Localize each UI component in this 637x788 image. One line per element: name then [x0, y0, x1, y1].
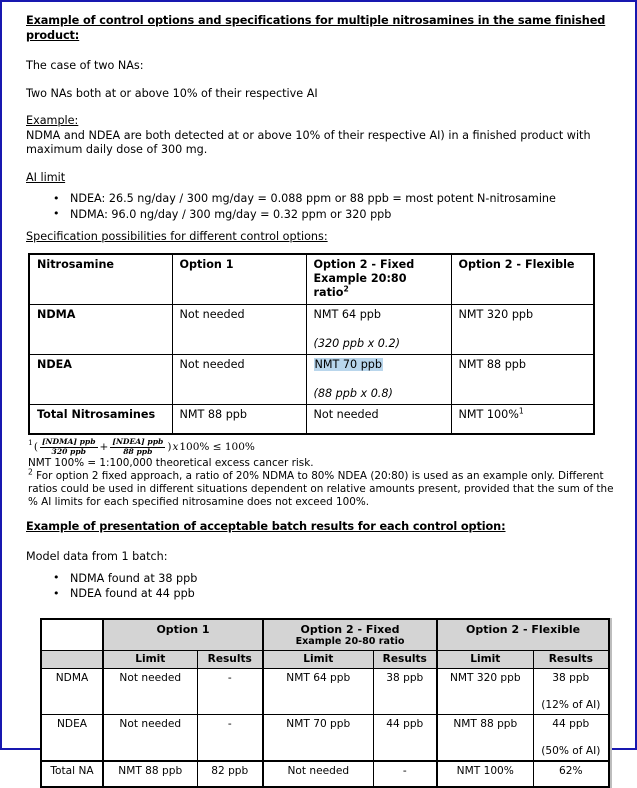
- specification-possibilities-label: Specification possibilities for different control options:: [26, 230, 328, 243]
- highlighted-cell-value: NMT 70 ppb: [314, 357, 383, 371]
- fraction-numerator: [NDMA] ppb: [41, 436, 96, 446]
- table-row: [41, 715, 609, 762]
- formula-tail: 100% ≤ 100%: [179, 441, 255, 453]
- sub-header-blank: [41, 651, 103, 669]
- cell-ndma-opt1-results: -: [197, 669, 263, 715]
- cell-total-flex-results: 62%: [533, 761, 609, 787]
- example-label: Example:: [26, 114, 79, 127]
- cell-ndma-flex-results: [533, 669, 609, 715]
- footnote-2-text: For option 2 fixed approach, a ratio of 20% NDMA to 80% NDEA (20:80) is used as an example only. Different ratios could be used in different situations dependent on relative amounts present, provided that the sum of the % AI limits for each specified nitrosamine does not exceed 100%.: [28, 470, 614, 509]
- example-body-text: NDMA and NDEA are both detected at or above 10% of their respective AI) in a finished product with maximum daily dose of 300 mg.: [26, 128, 591, 156]
- cell-total-opt1-results: 82 ppb: [197, 761, 263, 787]
- cell-total-option2-flexible: [451, 404, 594, 434]
- cell-percent-of-ai: (50% of AI): [541, 745, 601, 758]
- formula-open-paren: (: [33, 441, 38, 453]
- table-row: [41, 761, 609, 787]
- sub-header-option1-limit: Limit: [103, 651, 197, 669]
- cell-ndea-opt1-limit: Not needed: [103, 715, 197, 762]
- cell-ndma-flex-limit: NMT 320 ppb: [437, 669, 533, 715]
- formula-close-paren: ): [167, 441, 172, 453]
- cell-total-fixed-results: -: [373, 761, 437, 787]
- batch-results-table: [40, 618, 610, 788]
- cell-total-flex-limit: NMT 100%: [437, 761, 533, 787]
- sub-header-flexible-limit: Limit: [437, 651, 533, 669]
- table-row: [41, 669, 609, 715]
- footnote-1-formula: [28, 437, 618, 457]
- cell-ndma-opt1-limit: Not needed: [103, 669, 197, 715]
- cell-total-opt1-limit: NMT 88 ppb: [103, 761, 197, 787]
- footnote-marker-2: 2: [28, 467, 33, 477]
- row-label-ndma: NDMA: [41, 669, 103, 715]
- cell-ndea-fixed-results: 44 ppb: [373, 715, 437, 762]
- cell-value: NMT 100%: [458, 407, 519, 421]
- col-header-nitrosamine: Nitrosamine: [29, 254, 172, 305]
- footnote-1-text: NMT 100% = 1:100,000 theoretical excess cancer risk.: [28, 457, 314, 469]
- row-label-ndea: NDEA: [41, 715, 103, 762]
- fraction-ndma: [40, 438, 98, 457]
- footnotes-block: [28, 435, 618, 510]
- fraction-denominator: 88 ppb: [123, 447, 153, 456]
- section-heading-batch-results: Example of presentation of acceptable batch results for each control option:: [26, 519, 506, 533]
- section-heading-control-options: Example of control options and specifications for multiple nitrosamines in the same finished product:: [26, 14, 606, 42]
- group-header-option-2-fixed: [263, 619, 437, 651]
- formula-multiply-operator: x: [172, 441, 179, 453]
- col-header-option-2-flexible: Option 2 - Flexible: [451, 254, 594, 305]
- list-item: • NDEA found at 44 ppb: [70, 586, 613, 602]
- formula-plus-operator: +: [99, 441, 109, 453]
- cell-percent-of-ai: (12% of AI): [541, 699, 601, 712]
- fraction-denominator: 320 ppb: [51, 447, 86, 456]
- cell-ndma-fixed-limit: NMT 64 ppb: [263, 669, 373, 715]
- fraction-numerator: [NDEA] ppb: [112, 436, 164, 446]
- cell-ndea-fixed-limit: NMT 70 ppb: [263, 715, 373, 762]
- row-label-total-na: Total NA: [41, 761, 103, 787]
- cell-value: 44 ppb: [552, 718, 590, 731]
- cell-calculation-note: (88 ppb x 0.8): [313, 386, 393, 400]
- footnote-ref-2: 2: [343, 283, 349, 293]
- group-header-subtitle: Example 20-80 ratio: [295, 635, 405, 647]
- col-header-option-2-fixed: [306, 254, 451, 305]
- cell-ndma-option2-flexible: NMT 320 ppb: [451, 304, 594, 354]
- cell-total-option1: NMT 88 ppb: [172, 404, 306, 434]
- cell-calculation-note: (320 ppb x 0.2): [313, 336, 400, 350]
- cell-total-fixed-limit: Not needed: [263, 761, 373, 787]
- row-label-ndea: NDEA: [29, 354, 172, 404]
- cell-value: 38 ppb: [552, 672, 590, 685]
- fraction-ndea: [110, 438, 165, 457]
- sub-header-option1-results: Results: [197, 651, 263, 669]
- footnote-marker-1: 1: [28, 438, 33, 447]
- table-sub-header-row: [41, 651, 609, 669]
- cell-ndma-option2-fixed: [306, 304, 451, 354]
- corner-blank-cell: [41, 619, 103, 651]
- paragraph-two-nas-above-ai: Two NAs both at or above 10% of their respective AI: [26, 86, 318, 100]
- cell-ndma-fixed-results: 38 ppb: [373, 669, 437, 715]
- table-row: [29, 354, 594, 404]
- col-header-option-1: Option 1: [172, 254, 306, 305]
- list-item: • NDEA: 26.5 ng/day / 300 mg/day = 0.088 ppm or 88 ppb = most potent N-nitrosamine: [70, 191, 613, 207]
- table-header-row: [29, 254, 594, 305]
- option-2-fixed-line1: Option 2 - Fixed: [313, 257, 415, 271]
- sub-header-fixed-results: Results: [373, 651, 437, 669]
- group-header-option-1: Option 1: [103, 619, 263, 651]
- cell-ndea-option1: Not needed: [172, 354, 306, 404]
- ai-limit-bullet-list: [26, 191, 613, 222]
- cell-value: NMT 64 ppb: [313, 307, 382, 321]
- table-row: [29, 304, 594, 354]
- document-content: [2, 2, 635, 788]
- group-header-option-2-flexible: Option 2 - Flexible: [437, 619, 609, 651]
- row-label-ndma: NDMA: [29, 304, 172, 354]
- model-data-label: Model data from 1 batch:: [26, 550, 168, 564]
- group-header-title: Option 2 - Fixed: [300, 622, 400, 636]
- footnote-ref-1: 1: [518, 405, 524, 415]
- cell-ndea-flex-results: [533, 715, 609, 762]
- footnote-2: [28, 467, 618, 510]
- cell-ndea-option2-flexible: NMT 88 ppb: [451, 354, 594, 404]
- option-2-fixed-line2: Example 20:80 ratio: [313, 271, 407, 299]
- cell-total-option2-fixed: Not needed: [306, 404, 451, 434]
- model-data-bullet-list: [26, 571, 613, 602]
- row-label-total-nitrosamines: Total Nitrosamines: [29, 404, 172, 434]
- paragraph-case-two-nas: The case of two NAs:: [26, 59, 144, 72]
- cell-ndea-opt1-results: -: [197, 715, 263, 762]
- list-item: • NDMA: 96.0 ng/day / 300 mg/day = 0.32 ppm or 320 ppb: [70, 207, 613, 223]
- table-group-header-row: [41, 619, 609, 651]
- sub-header-fixed-limit: Limit: [263, 651, 373, 669]
- batch-results-table-wrapper: [26, 618, 613, 788]
- list-item: • NDMA found at 38 ppb: [70, 571, 613, 587]
- cell-ndma-option1: Not needed: [172, 304, 306, 354]
- cell-ndea-option2-fixed: [306, 354, 451, 404]
- sub-header-flexible-results: Results: [533, 651, 609, 669]
- ai-limit-label: AI limit: [26, 170, 66, 184]
- specification-options-table: [28, 253, 595, 436]
- table-row: [29, 404, 594, 434]
- cell-ndea-flex-limit: NMT 88 ppb: [437, 715, 533, 762]
